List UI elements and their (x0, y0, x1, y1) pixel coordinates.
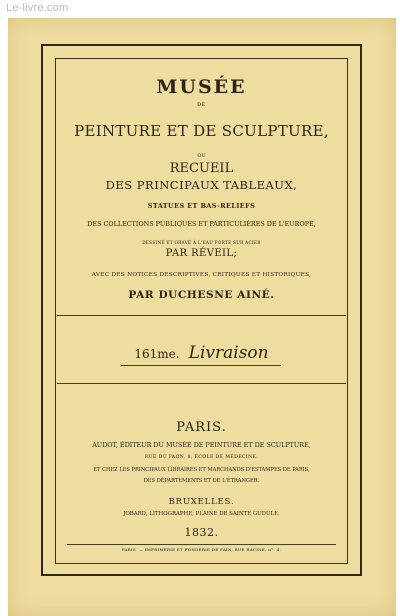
departements: DES DÉPARTEMENTS ET DE L'ÉTRANGER. (143, 478, 260, 484)
jobard: JOBARD, LITHOGRAPHE, PLAINE DE SAINTE GUDULE. (123, 511, 280, 517)
imprint-rule (67, 544, 336, 545)
printer-imprint: PARIS. — IMPRIMERIE ET FONDERIE DE FAIN, RUE RACINE, n°. 4. (121, 547, 282, 552)
livraison-underline (121, 365, 281, 366)
dessine: DESSINÉ ET GRAVÉ À L'EAU FORTE SUR ACIER (142, 240, 261, 245)
statues: STATUES ET BAS-RELIEFS (147, 202, 256, 210)
livraison (57, 343, 346, 363)
word-de: DE (197, 102, 206, 108)
recueil: RECUEIL (169, 161, 234, 176)
chez: ET CHEZ LES PRINCIPAUX LIBRAIRES ET MARCHANDS D'ESTAMPES DE PARIS, (93, 467, 310, 473)
year: 1832. (184, 526, 219, 539)
par-duchesne: PAR DUCHESNE AINÉ. (128, 289, 275, 301)
city: PARIS. (176, 420, 227, 435)
collections: DES COLLECTIONS PUBLIQUES ET PARTICULIÈRES DE L'EUROPE, (87, 220, 316, 228)
livraison-number: 161me. (134, 347, 180, 361)
subject: PEINTURE ET DE SCULPTURE, (74, 122, 329, 140)
title: MUSÉE (156, 76, 247, 98)
par-reveil: PAR RÉVEIL; (165, 248, 238, 259)
word-ou: OU (197, 153, 206, 159)
livraison-word: Livraison (188, 343, 269, 363)
watermark: Le-livre.com (6, 2, 69, 14)
bottom-rule (57, 383, 346, 384)
cover-content (57, 60, 346, 562)
audot: AUDOT, ÉDITEUR DU MUSÉE DE PEINTURE ET DE SCULPTURE, (92, 441, 311, 449)
address: RUE DU PAON, 8, ÉCOLE DE MÉDECINE. (144, 455, 259, 460)
top-rule (57, 315, 346, 316)
bruxelles: BRUXELLES. (168, 497, 235, 507)
notices: AVEC DES NOTICES DESCRIPTIVES, CRITIQUES ET HISTORIQUES, (91, 272, 312, 278)
tableaux: DES PRINCIPAUX TABLEAUX, (105, 178, 298, 192)
